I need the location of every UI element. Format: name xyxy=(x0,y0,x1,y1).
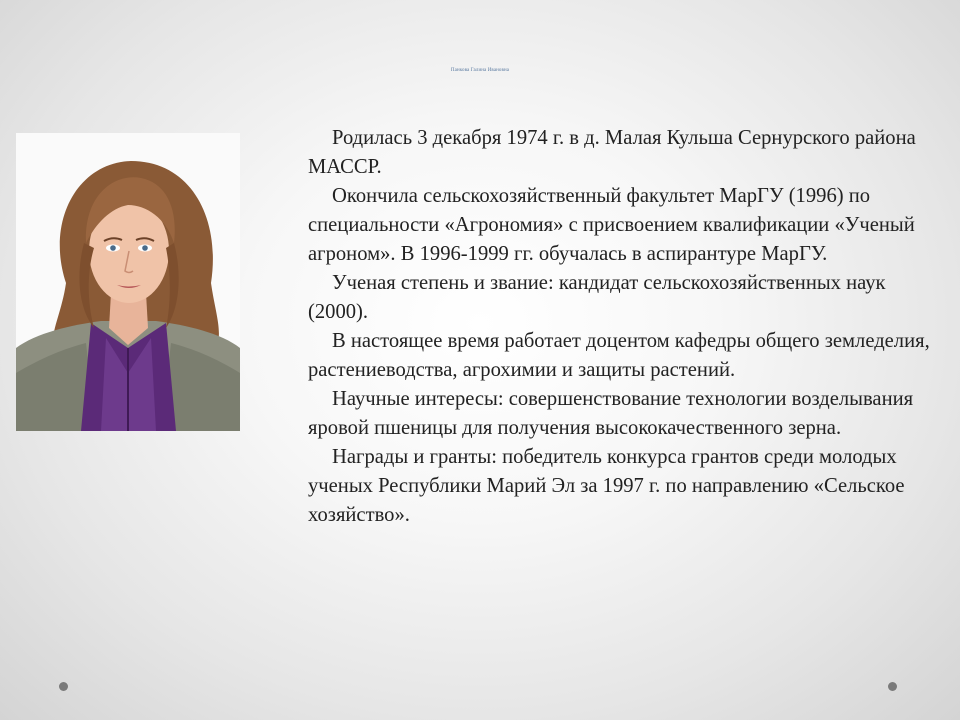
biography-text xyxy=(308,124,948,530)
bio-paragraph-awards: Награды и гранты: победитель конкурса грантов среди молодых ученых Республики Марий Эл за 1997 г. по направлению «Сельское хозяйство». xyxy=(308,446,905,526)
bio-paragraph-degree: Ученая степень и звание: кандидат сельскохозяйственных наук (2000). xyxy=(308,272,886,323)
bio-paragraph-interests: Научные интересы: совершенствование технологии возделывания яровой пшеницы для получения высококачественного зерна. xyxy=(308,388,914,439)
nav-dot-left-icon[interactable] xyxy=(59,682,68,691)
bio-paragraph-birth: Родилась 3 декабря 1974 г. в д. Малая Кульша Сернурского района МАССР. xyxy=(308,127,916,178)
portrait-photo xyxy=(16,133,240,431)
nav-dot-right-icon[interactable] xyxy=(888,682,897,691)
slide-title: Панкова Галина Ивановна xyxy=(450,68,510,73)
bio-paragraph-education: Окончила сельскохозяйственный факультет МарГУ (1996) по специальности «Агрономия» с присвоением квалификации «Ученый агроном». В 1996-1999 гг. обучалась в аспирантуре МарГУ. xyxy=(308,185,915,265)
bio-paragraph-position: В настоящее время работает доцентом кафедры общего земледелия, растениеводства, агрохимии и защиты растений. xyxy=(308,330,930,381)
